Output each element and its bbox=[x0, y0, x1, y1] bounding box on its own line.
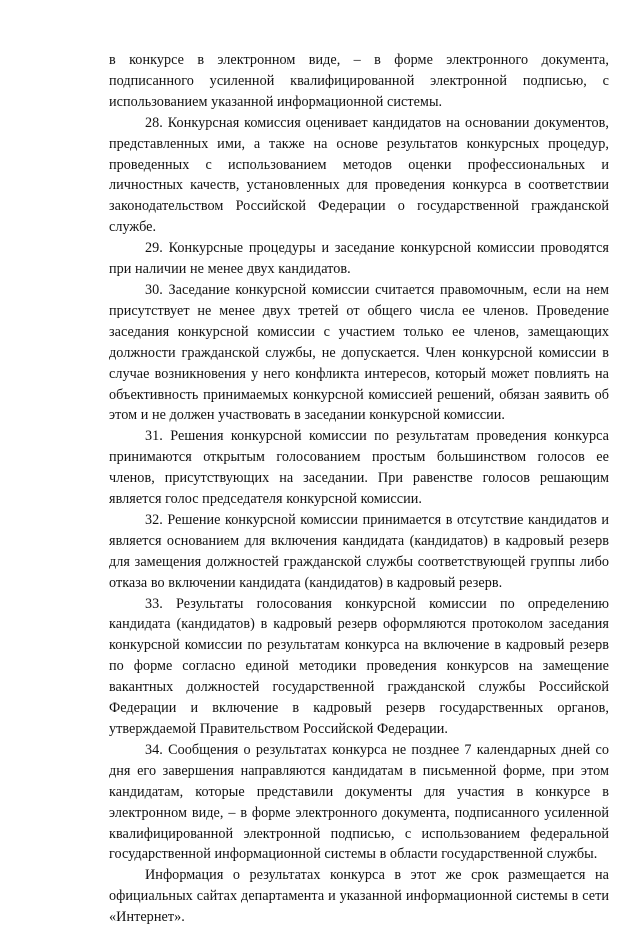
paragraph-32: 32. Решение конкурсной комиссии принимается в отсутствие кандидатов и является основанием для включения кандидата (кандидатов) в кадровый резерв для замещения должностей гражданской службы соответствующей группы либо отказа во включении кандидата (кандидатов) в кадровый резерв. bbox=[109, 511, 609, 591]
document-body bbox=[109, 50, 609, 928]
paragraph-33: 33. Результаты голосования конкурсной комиссии по определению кандидата (кандидатов) в кадровый резерв оформляются протоколом заседания конкурсной комиссии по результатам конкурса на включение в кадровый резерв по форме согласно единой методики проведения конкурсов на замещение вакантных должностей государственной гражданской службы Российской Федерации и включение в кадровый резерв государственных органов, утверждаемой Правительством Российской Федерации. bbox=[109, 595, 609, 737]
paragraph-continuation: в конкурсе в электронном виде, – в форме электронного документа, подписанного усиленной квалифицированной электронной подписью, с использованием указанной информационной системы. bbox=[109, 52, 609, 110]
paragraph-31: 31. Решения конкурсной комиссии по результатам проведения конкурса принимаются открытым голосованием простым большинством голосов ее членов, присутствующих на заседании. При равенстве голосов решающим является голос председателя конкурсной комиссии. bbox=[109, 428, 609, 508]
paragraph-30: 30. Заседание конкурсной комиссии считается правомочным, если на нем присутствует не менее двух третей от общего числа ее членов. Проведение заседания конкурсной комиссии с участием только ее членов, замещающих должности гражданской службы, не допускается. Член конкурсной комиссии в случае возникновения у него конфликта интересов, который может повлиять на объективность принимаемых конкурсной комиссией решений, обязан заявить об этом и не должен участвовать в заседании конкурсной комиссии. bbox=[109, 281, 609, 424]
paragraph-info: Информация о результатах конкурса в этот же срок размещается на официальных сайтах департамента и указанной информационной системы в сети «Интернет». bbox=[109, 867, 609, 926]
paragraph-29: 29. Конкурсные процедуры и заседание конкурсной комиссии проводятся при наличии не менее двух кандидатов. bbox=[109, 240, 609, 278]
paragraph-28: 28. Конкурсная комиссия оценивает кандидатов на основании документов, представленных ими, а также на основе результатов конкурсных процедур, проведенных с использованием методов оценки профессиональных и личностных качеств, установленных для проведения конкурса в соответствии законодательством Российской Федерации о государственной гражданской службе. bbox=[109, 114, 609, 236]
paragraph-34: 34. Сообщения о результатах конкурса не позднее 7 календарных дней со дня его завершения направляются кандидатам в письменной форме, при этом кандидатам, которые представили документы для участия в конкурсе в электронном виде, – в форме электронного документа, подписанного усиленной квалифицированной электронной подписью, с использованием федеральной государственной информационной системы в области государственной службы. bbox=[109, 741, 609, 863]
